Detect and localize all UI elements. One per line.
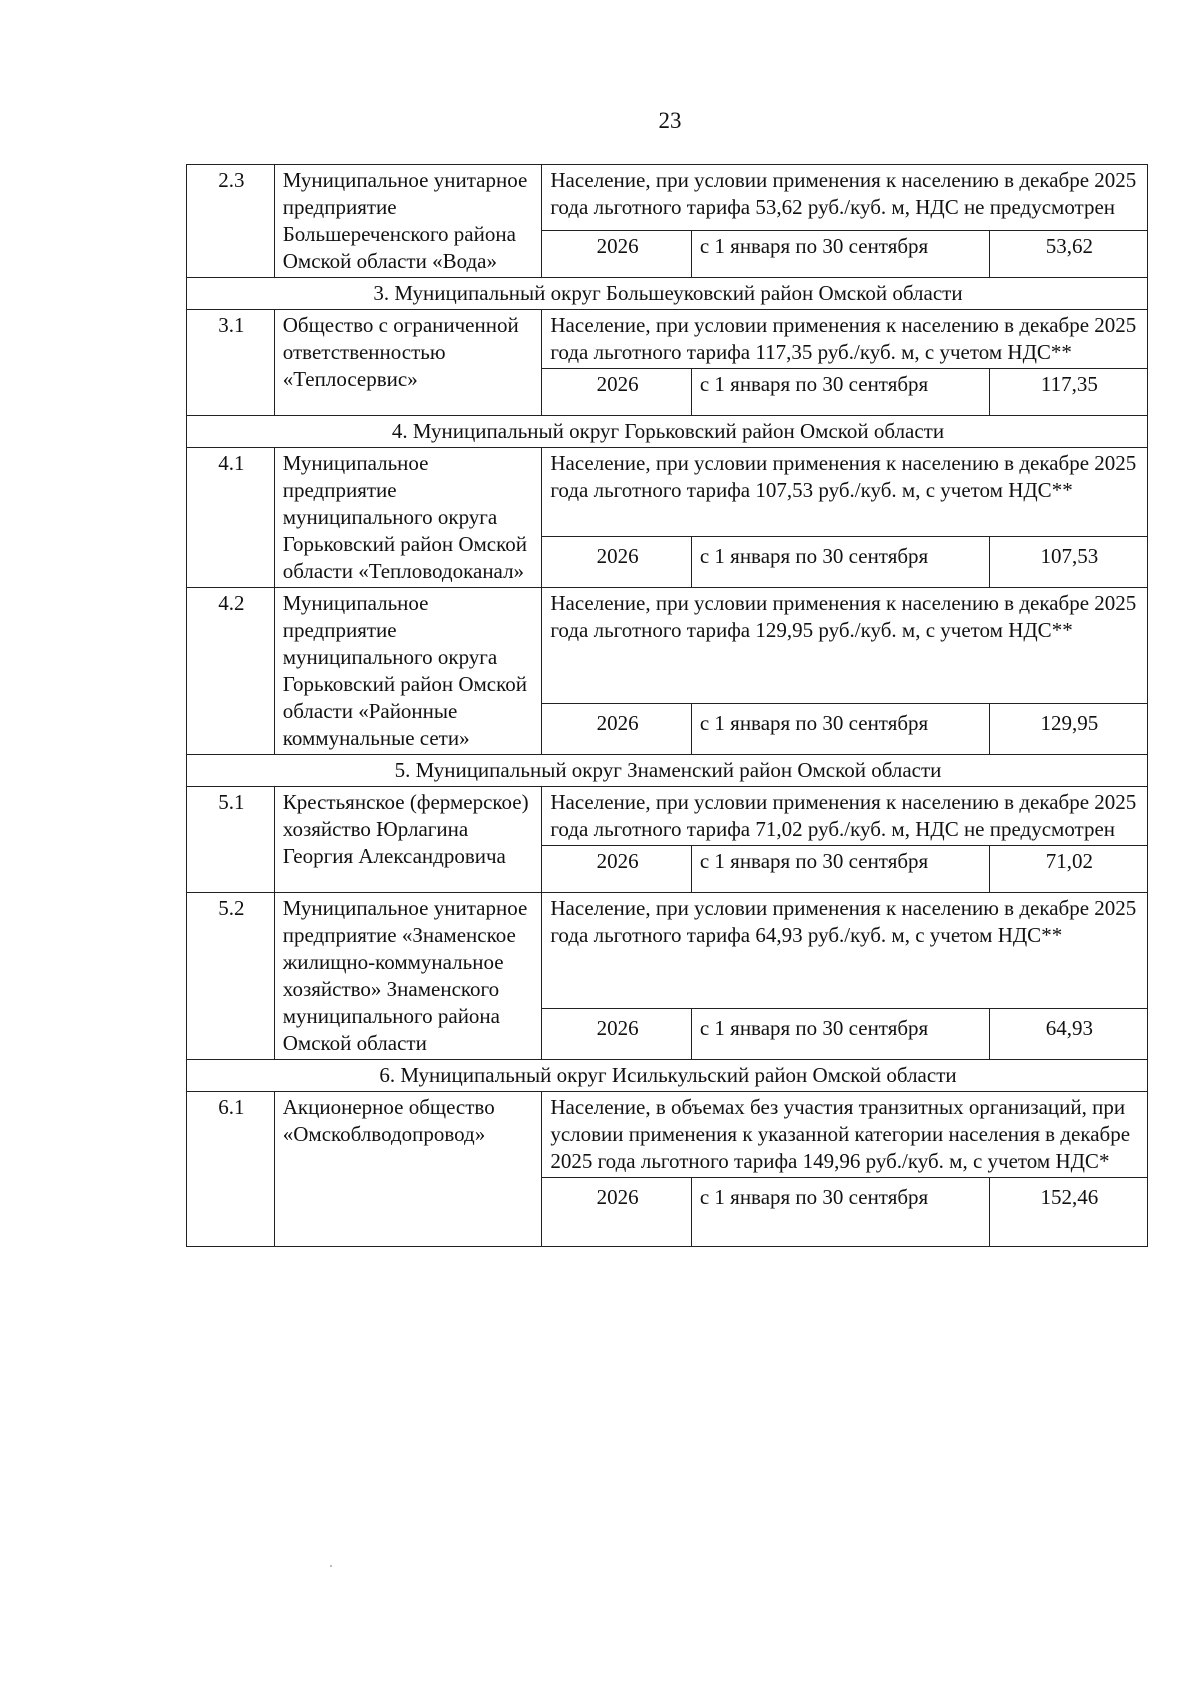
section-heading: 4. Муниципальный округ Горьковский район Омской области — [187, 416, 1148, 448]
row-number: 6.1 — [187, 1092, 275, 1247]
tariff-year: 2026 — [542, 1178, 692, 1247]
page-number: 23 — [658, 108, 682, 133]
tariff-value: 53,62 — [989, 231, 1147, 278]
tariff-value: 152,46 — [989, 1178, 1147, 1247]
tariff-year: 2026 — [542, 846, 692, 893]
tariff-period: с 1 января по 30 сентября — [691, 1178, 989, 1247]
table-row — [187, 787, 1148, 846]
tariff-year: 2026 — [542, 231, 692, 278]
organization-name: Муниципальное унитарное предприятие «Знаменское жилищно-коммунальное хозяйство» Знаменского муниципального района Омской области — [274, 893, 542, 1060]
table-row — [187, 310, 1148, 369]
section-row — [187, 1060, 1148, 1092]
tariff-value: 64,93 — [989, 1009, 1147, 1060]
consumer-condition: Население, при условии применения к населению в декабре 2025 года льготного тарифа 53,62 руб./куб. м, НДС не предусмотрен — [542, 165, 1148, 231]
row-number: 3.1 — [187, 310, 275, 416]
tariff-period: с 1 января по 30 сентября — [691, 846, 989, 893]
consumer-condition: Население, в объемах без участия транзитных организаций, при условии применения к указанной категории населения в декабре 2025 года льготного тарифа 149,96 руб./куб. м, с учетом НДС* — [542, 1092, 1148, 1178]
tariff-year: 2026 — [542, 704, 692, 755]
organization-name: Муниципальное предприятие муниципального округа Горьковский район Омской области «Районные коммунальные сети» — [274, 588, 542, 755]
scan-speck — [330, 1565, 332, 1567]
tariff-period: с 1 января по 30 сентября — [691, 369, 989, 416]
tariff-value: 129,95 — [989, 704, 1147, 755]
table-row — [187, 165, 1148, 231]
row-number: 4.2 — [187, 588, 275, 755]
table-row — [187, 448, 1148, 537]
tariff-value: 71,02 — [989, 846, 1147, 893]
section-row — [187, 416, 1148, 448]
tariff-year: 2026 — [542, 537, 692, 588]
organization-name: Муниципальное предприятие муниципального округа Горьковский район Омской области «Тепловодоканал» — [274, 448, 542, 588]
table-row — [187, 1092, 1148, 1178]
row-number: 5.2 — [187, 893, 275, 1060]
consumer-condition: Население, при условии применения к населению в декабре 2025 года льготного тарифа 71,02 руб./куб. м, НДС не предусмотрен — [542, 787, 1148, 846]
section-heading: 3. Муниципальный округ Большеуковский район Омской области — [187, 278, 1148, 310]
tariff-period: с 1 января по 30 сентября — [691, 537, 989, 588]
organization-name: Акционерное общество «Омскоблводопровод» — [274, 1092, 542, 1247]
section-heading: 6. Муниципальный округ Исилькульский район Омской области — [187, 1060, 1148, 1092]
organization-name: Общество с ограниченной ответственностью «Теплосервис» — [274, 310, 542, 416]
organization-name: Муниципальное унитарное предприятие Большереченского района Омской области «Вода» — [274, 165, 542, 278]
tariff-table — [186, 164, 1148, 1247]
tariff-value: 117,35 — [989, 369, 1147, 416]
tariff-period: с 1 января по 30 сентября — [691, 231, 989, 278]
tariff-period: с 1 января по 30 сентября — [691, 1009, 989, 1060]
consumer-condition: Население, при условии применения к населению в декабре 2025 года льготного тарифа 129,95 руб./куб. м, с учетом НДС** — [542, 588, 1148, 704]
consumer-condition: Население, при условии применения к населению в декабре 2025 года льготного тарифа 117,35 руб./куб. м, с учетом НДС** — [542, 310, 1148, 369]
consumer-condition: Население, при условии применения к населению в декабре 2025 года льготного тарифа 107,53 руб./куб. м, с учетом НДС** — [542, 448, 1148, 537]
organization-name: Крестьянское (фермерское) хозяйство Юрлагина Георгия Александровича — [274, 787, 542, 893]
row-number: 4.1 — [187, 448, 275, 588]
row-number: 5.1 — [187, 787, 275, 893]
table-row — [187, 588, 1148, 704]
consumer-condition: Население, при условии применения к населению в декабре 2025 года льготного тарифа 64,93 руб./куб. м, с учетом НДС** — [542, 893, 1148, 1009]
row-number: 2.3 — [187, 165, 275, 278]
section-row — [187, 755, 1148, 787]
tariff-year: 2026 — [542, 1009, 692, 1060]
table-row — [187, 893, 1148, 1009]
tariff-value: 107,53 — [989, 537, 1147, 588]
tariff-period: с 1 января по 30 сентября — [691, 704, 989, 755]
tariff-year: 2026 — [542, 369, 692, 416]
section-heading: 5. Муниципальный округ Знаменский район Омской области — [187, 755, 1148, 787]
section-row — [187, 278, 1148, 310]
